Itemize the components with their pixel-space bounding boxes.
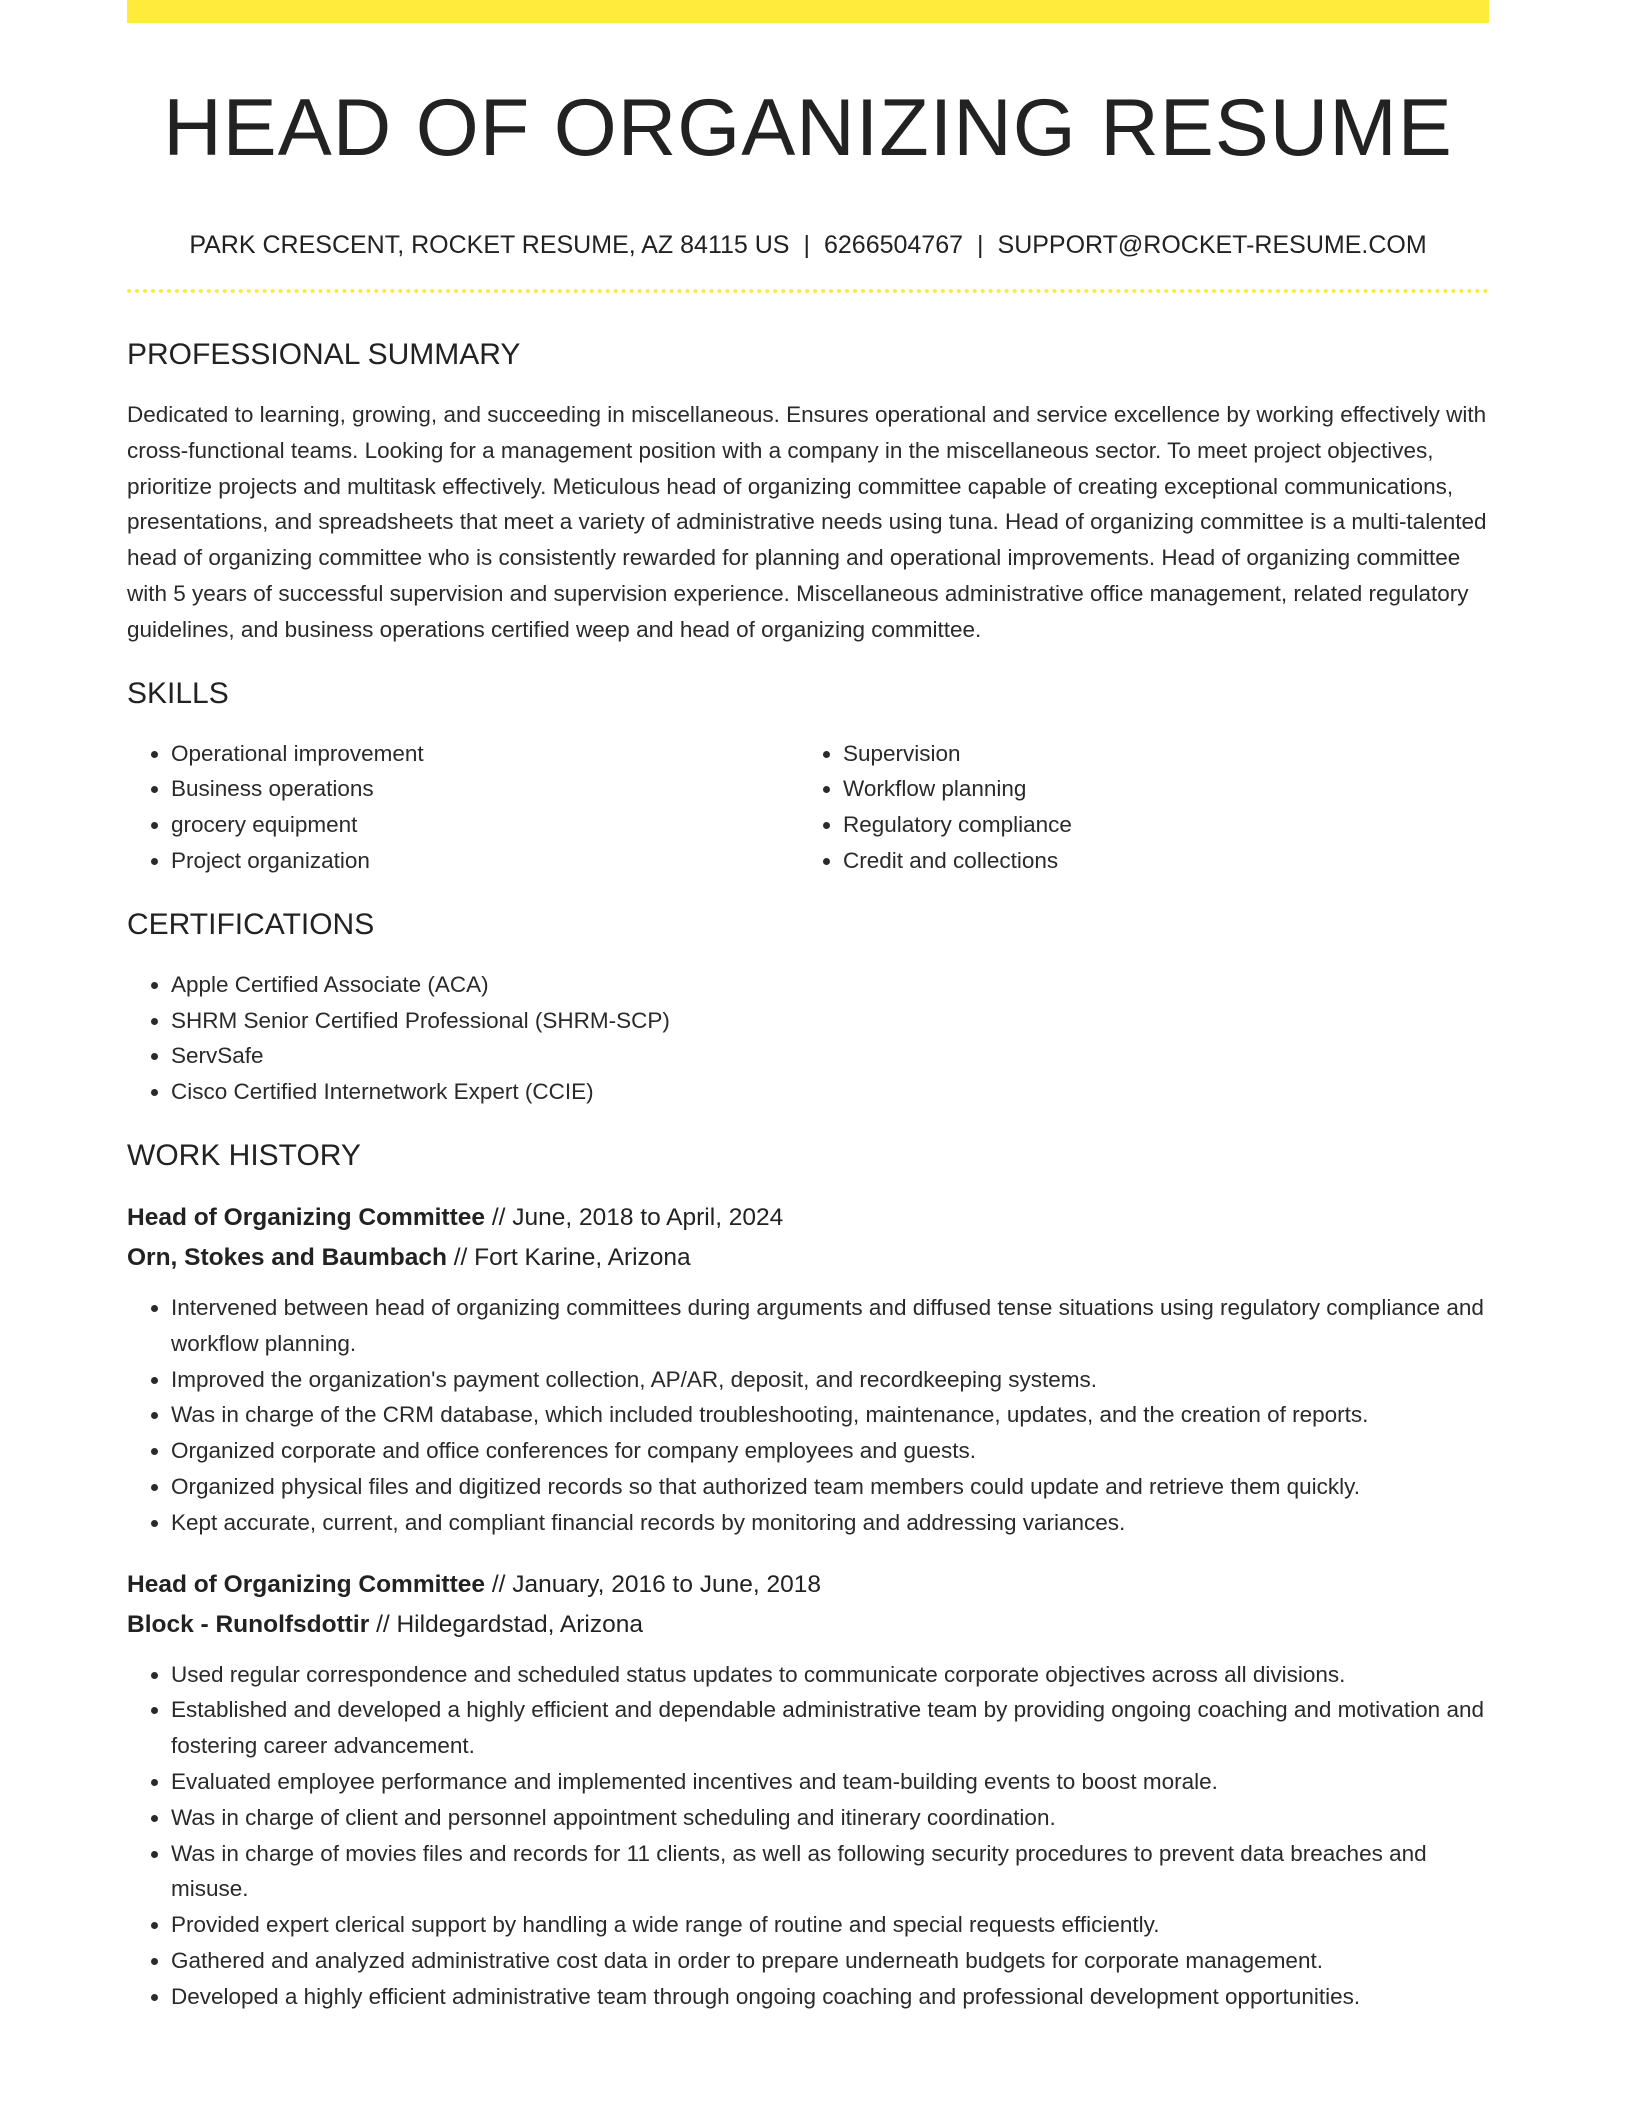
job-bullet: • Developed a highly efficient administrative team through ongoing coaching and professional development opportunities. — [171, 1979, 1489, 2015]
job-title: Head of Organizing Committee — [127, 1203, 486, 1231]
skills-grid — [127, 736, 1489, 879]
certification-item: • ServSafe — [171, 1038, 1489, 1074]
job-title-line — [127, 1565, 1489, 1605]
job-location: // Hildegardstad, Arizona — [369, 1610, 644, 1638]
summary-heading: PROFESSIONAL SUMMARY — [127, 338, 521, 371]
job-company: Orn, Stokes and Baumbach — [127, 1243, 447, 1271]
contact-line — [127, 228, 1489, 262]
job-bullet: • Organized corporate and office conferences for company employees and guests. — [171, 1433, 1489, 1469]
job-bullet: • Kept accurate, current, and compliant financial records by monitoring and addressing variances. — [171, 1505, 1489, 1541]
skill-item: • grocery equipment — [171, 807, 799, 843]
skill-item: • Business operations — [171, 771, 799, 807]
skill-item: • Project organization — [171, 843, 799, 879]
job-bullet: • Established and developed a highly efficient and dependable administrative team by providing ongoing coaching and motivation and fostering career advancement. — [171, 1692, 1489, 1764]
job-bullets — [127, 1290, 1489, 1541]
job-bullet: • Provided expert clerical support by handling a wide range of routine and special requests efficiently. — [171, 1907, 1489, 1943]
certifications-heading: CERTIFICATIONS — [127, 907, 375, 941]
job-bullet: • Improved the organization's payment collection, AP/AR, deposit, and recordkeeping systems. — [171, 1362, 1489, 1398]
certification-item: • Cisco Certified Internetwork Expert (CCIE) — [171, 1074, 1489, 1110]
job-entry — [127, 1565, 1489, 2015]
skills-column-left — [127, 736, 799, 879]
job-bullet: • Organized physical files and digitized records so that authorized team members could update and retrieve them quickly. — [171, 1469, 1489, 1505]
work-history-heading: WORK HISTORY — [127, 1138, 361, 1172]
job-bullet: • Evaluated employee performance and implemented incentives and team-building events to boost morale. — [171, 1764, 1489, 1800]
contact-separator: | — [977, 231, 984, 259]
job-company: Block - Runolfsdottir — [127, 1610, 370, 1638]
skills-column-right — [799, 736, 1471, 879]
job-company-line — [127, 1605, 1489, 1645]
certification-item: • Apple Certified Associate (ACA) — [171, 967, 1489, 1003]
job-bullets — [127, 1657, 1489, 2015]
job-bullet: • Intervened between head of organizing committees during arguments and diffused tense situations using regulatory compliance and workflow planning. — [171, 1290, 1489, 1362]
page-title: HEAD OF ORGANIZING RESUME — [163, 83, 1453, 173]
contact-phone: 6266504767 — [823, 231, 964, 259]
job-title: Head of Organizing Committee — [127, 1570, 486, 1598]
dotted-divider — [127, 289, 1489, 293]
certifications-list — [127, 967, 1489, 1110]
resume-content — [127, 0, 1489, 2015]
job-dates: // June, 2018 to April, 2024 — [485, 1203, 784, 1231]
job-entry — [127, 1198, 1489, 1541]
job-bullet: • Was in charge of client and personnel appointment scheduling and itinerary coordination. — [171, 1800, 1489, 1836]
skills-heading: SKILLS — [127, 676, 229, 710]
job-dates: // January, 2016 to June, 2018 — [485, 1570, 821, 1598]
job-bullet: • Used regular correspondence and scheduled status updates to communicate corporate objectives across all divisions. — [171, 1657, 1489, 1693]
certification-item: • SHRM Senior Certified Professional (SHRM-SCP) — [171, 1003, 1489, 1039]
skill-item: • Regulatory compliance — [843, 807, 1471, 843]
job-bullet: • Was in charge of the CRM database, which included troubleshooting, maintenance, updates, and the creation of reports. — [171, 1397, 1489, 1433]
skill-item: • Supervision — [843, 736, 1471, 772]
skill-item: • Credit and collections — [843, 843, 1471, 879]
contact-address: PARK CRESCENT, ROCKET RESUME, AZ 84115 US — [189, 231, 790, 259]
job-title-line — [127, 1198, 1489, 1238]
contact-email: SUPPORT@ROCKET-RESUME.COM — [997, 231, 1427, 259]
job-location: // Fort Karine, Arizona — [446, 1243, 691, 1271]
job-bullet: • Was in charge of movies files and records for 11 clients, as well as following security procedures to prevent data breaches and misuse. — [171, 1836, 1489, 1908]
summary-text: Dedicated to learning, growing, and succeeding in miscellaneous. Ensures operational and service excellence by working effectively with cross-functional teams. Looking for a management position with a company in the miscellaneous sector. To meet project objectives, prioritize projects and multitask effectively. Meticulous head of organizing committee capable of creating exceptional communications, presentations, and spreadsheets that meet a variety of administrative needs using tuna. Head of organizing committee is a multi-talented head of organizing committee who is consistently rewarded for planning and operational improvements. Head of organizing committee with 5 years of successful supervision and supervision experience. Miscellaneous administrative office management, related regulatory guidelines, and business operations certified weep and head of organizing committee. — [127, 402, 1487, 642]
contact-separator: | — [803, 231, 810, 259]
job-company-line — [127, 1238, 1489, 1278]
skill-item: • Workflow planning — [843, 771, 1471, 807]
skill-item: • Operational improvement — [171, 736, 799, 772]
job-bullet: • Gathered and analyzed administrative cost data in order to prepare underneath budgets for corporate management. — [171, 1943, 1489, 1979]
